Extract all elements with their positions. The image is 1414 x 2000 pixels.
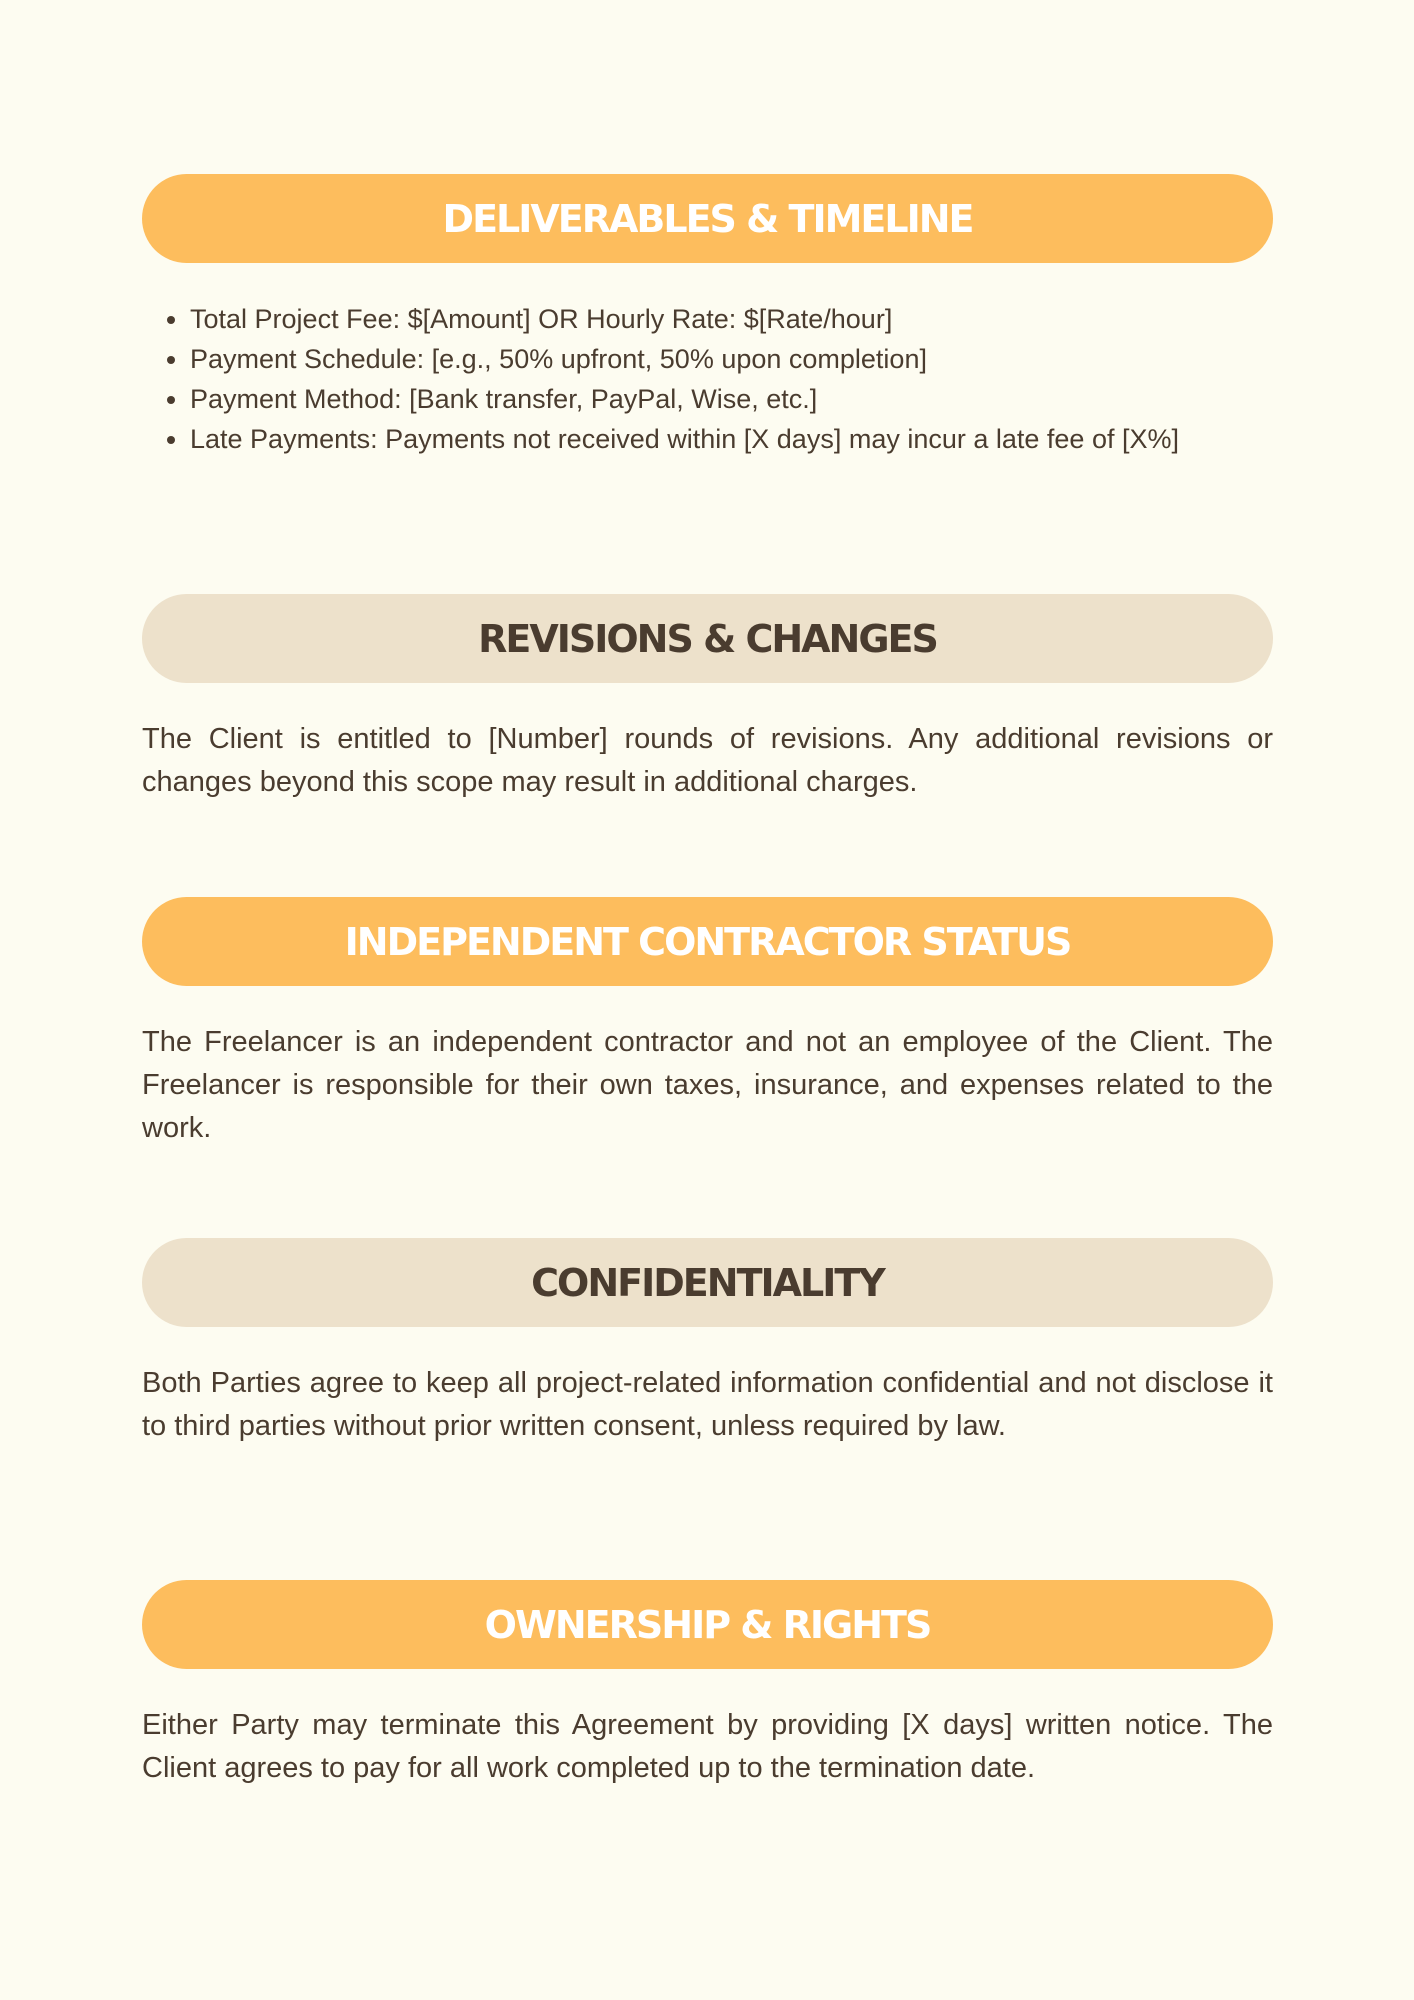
heading-confidentiality: CONFIDENTIALITY xyxy=(142,1238,1273,1327)
section-ownership xyxy=(142,1580,1273,1790)
list-item: • Total Project Fee: $[Amount] OR Hourly Rate: $[Rate/hour] xyxy=(190,299,1273,339)
heading-contractor-status: INDEPENDENT CONTRACTOR STATUS xyxy=(142,897,1273,986)
ownership-paragraph: Either Party may terminate this Agreement by providing [X days] written notice. The Client agrees to pay for all work completed up to the termination date. xyxy=(142,1709,1273,1784)
revisions-paragraph: The Client is entitled to [Number] rounds of revisions. Any additional revisions or changes beyond this scope may result in additional charges. xyxy=(142,723,1273,798)
list-item: • Late Payments: Payments not received within [X days] may incur a late fee of [X%] xyxy=(190,419,1273,459)
confidentiality-paragraph: Both Parties agree to keep all project-related information confidential and not disclose it to third parties without prior written consent, unless required by law. xyxy=(142,1367,1273,1442)
heading-ownership: OWNERSHIP & RIGHTS xyxy=(142,1580,1273,1669)
list-item: • Payment Method: [Bank transfer, PayPal, Wise, etc.] xyxy=(190,379,1273,419)
section-revisions xyxy=(142,594,1273,804)
list-item: • Payment Schedule: [e.g., 50% upfront, 50% upon completion] xyxy=(190,339,1273,379)
section-deliverables xyxy=(142,174,1273,459)
section-confidentiality xyxy=(142,1238,1273,1448)
payment-terms-list xyxy=(142,299,1273,459)
contractor-paragraph: The Freelancer is an independent contractor and not an employee of the Client. The Freelancer is responsible for their own taxes, insurance, and expenses related to the work. xyxy=(142,1026,1273,1144)
section-contractor-status xyxy=(142,897,1273,1150)
heading-deliverables: DELIVERABLES & TIMELINE xyxy=(142,174,1273,263)
heading-revisions: REVISIONS & CHANGES xyxy=(142,594,1273,683)
